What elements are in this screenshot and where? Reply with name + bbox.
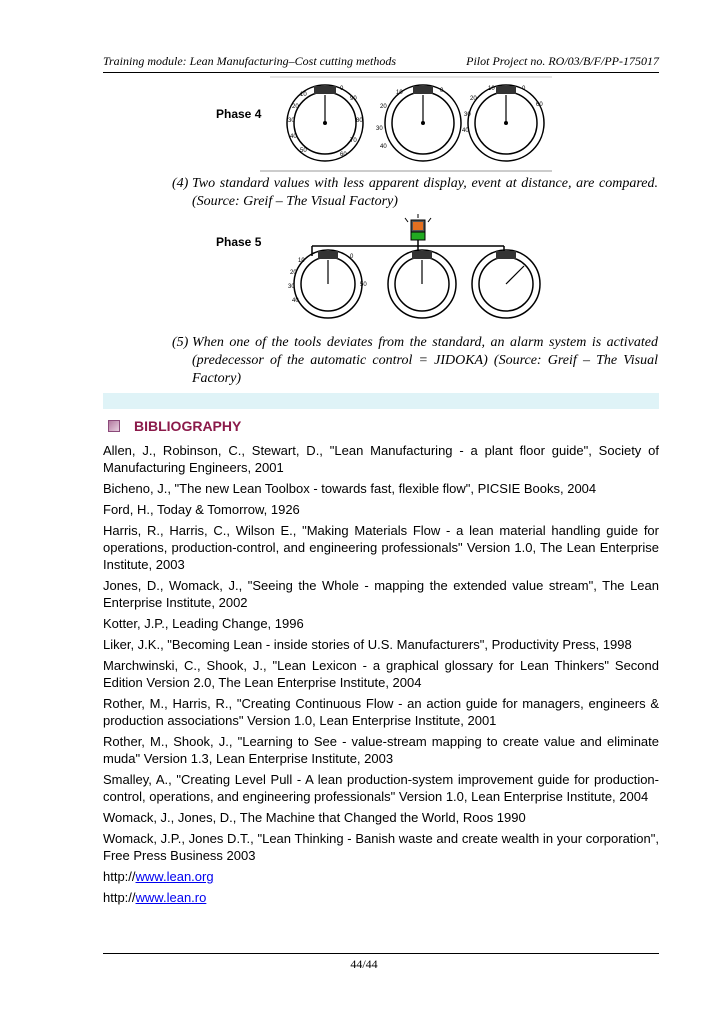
reference-item: Womack, J., Jones, D., The Machine that Changed the World, Roos 1990 xyxy=(103,810,526,825)
dial-number: 40 xyxy=(462,128,469,134)
bibliography-list xyxy=(103,442,659,910)
dial-number: 30 xyxy=(464,112,471,118)
dial-number: 60 xyxy=(340,152,347,158)
phase-5-dials xyxy=(200,214,550,322)
dial-number: 40 xyxy=(292,298,299,304)
reference-item: Kotter, J.P., Leading Change, 1996 xyxy=(103,616,304,631)
dial-number: 70 xyxy=(350,138,357,144)
phase-5-label: Phase 5 xyxy=(216,235,262,249)
reference-item: Womack, J.P., Jones D.T., "Lean Thinking - Banish waste and create wealth in your corporation", Free Press Business 2003 xyxy=(103,831,659,863)
dial-number: 40 xyxy=(380,144,387,150)
link-lean-ro[interactable]: www.lean.ro xyxy=(135,890,207,905)
bullet-square-icon xyxy=(108,420,120,432)
reference-item: Ford, H., Today & Tomorrow, 1926 xyxy=(103,502,300,517)
phase-4-dials xyxy=(200,76,552,172)
dial-number: 0 xyxy=(440,88,444,94)
alarm-light-icon xyxy=(405,214,431,240)
dial-number: 0 xyxy=(340,86,344,92)
reference-item: Rother, M., Harris, R., "Creating Continuous Flow - an action guide for managers, engineers & production associations" Version 1.0, Lean Enterprise Institute, 2001 xyxy=(103,696,659,728)
reference-item: Liker, J.K., "Becoming Lean - inside stories of U.S. Manufacturers", Productivity Press, 1998 xyxy=(103,637,632,652)
dial-number: 20 xyxy=(380,104,387,110)
reference-item: Allen, J., Robinson, C., Stewart, D., "Lean Manufacturing - a plant floor guide", Society of Manufacturing Engineers, 2001 xyxy=(103,443,659,475)
gauge-icon xyxy=(388,250,456,318)
page-number: 44/44 xyxy=(350,957,378,971)
dial-number: 10 xyxy=(396,90,403,96)
reference-item: Bicheno, J., "The new Lean Toolbox - towards fast, flexible flow", PICSIE Books, 2004 xyxy=(103,481,597,496)
reference-item: Marchwinski, C., Shook, J., "Lean Lexicon - a graphical glossary for Lean Thinkers" Second Edition Version 2.0, The Lean Enterprise Institute, 2004 xyxy=(103,658,659,690)
dial-number: 30 xyxy=(288,118,295,124)
reference-item: Harris, R., Harris, C., Wilson E., "Making Materials Flow - a lean material handling guide for operations, production-control, and engineering professionals" Version 1.0, The Lean Enterprise Institute, 2003 xyxy=(103,523,659,572)
bibliography-heading xyxy=(108,417,241,435)
figure-phase-4 xyxy=(200,76,552,172)
figure-phase-5 xyxy=(200,214,550,322)
link-prefix: http:// xyxy=(103,869,136,884)
dial-number: 0 xyxy=(350,254,354,260)
gauge-icon xyxy=(472,250,540,318)
caption-text: When one of the tools deviates from the standard, an alarm system is activated (predecessor of the automatic control = JIDOKA) (Source: Greif – The Visual Factory) xyxy=(192,335,658,386)
reference-link-item xyxy=(103,868,659,885)
dial-number: 50 xyxy=(300,148,307,154)
caption-number: (4) xyxy=(172,176,189,191)
gauge-icon xyxy=(385,85,461,161)
dial-number: 30 xyxy=(376,126,383,132)
header-project-number: Pilot Project no. RO/03/B/F/PP-175017 xyxy=(466,54,659,68)
dial-number: 10 xyxy=(300,92,307,98)
dial-number: 30 xyxy=(288,284,295,290)
dial-number: 10 xyxy=(298,258,305,264)
footer-divider xyxy=(103,953,659,954)
page-header xyxy=(103,54,659,73)
dial-number: 50 xyxy=(360,282,367,288)
link-lean-org[interactable]: www.lean.org xyxy=(135,869,214,884)
phase-4-label: Phase 4 xyxy=(216,107,262,121)
caption-phase-5 xyxy=(174,334,658,388)
dial-number: 20 xyxy=(290,270,297,276)
dial-number: 90 xyxy=(350,96,357,102)
dial-number: 20 xyxy=(470,96,477,102)
dial-number: 0 xyxy=(522,86,526,92)
dial-number: 40 xyxy=(290,134,297,140)
bibliography-title: BIBLIOGRAPHY xyxy=(134,418,242,434)
dial-number: 20 xyxy=(292,104,299,110)
dial-number: 10 xyxy=(488,86,495,92)
caption-text: Two standard values with less apparent display, event at distance, are compared. (Source: Greif – The Visual Factory) xyxy=(192,176,658,209)
link-prefix: http:// xyxy=(103,890,136,905)
dial-number: 80 xyxy=(356,118,363,124)
dial-number: 60 xyxy=(536,102,543,108)
reference-item: Rother, M., Shook, J., "Learning to See - value-stream mapping to create value and eliminate muda" Version 1.3, Lean Enterprise Institute, 2003 xyxy=(103,734,659,766)
caption-number: (5) xyxy=(172,335,189,350)
header-module-title: Training module: Lean Manufacturing–Cost cutting methods xyxy=(103,54,396,68)
reference-link-item xyxy=(103,889,659,906)
reference-item: Smalley, A., "Creating Level Pull - A lean production-system improvement guide for production-control, operations, and engineering professionals" Version 1.0, Lean Enterprise Institute, 2004 xyxy=(103,772,659,804)
section-divider-bar xyxy=(103,393,659,409)
gauge-icon xyxy=(468,85,544,161)
caption-phase-4 xyxy=(174,175,658,211)
reference-item: Jones, D., Womack, J., "Seeing the Whole - mapping the extended value stream", The Lean Enterprise Institute, 2002 xyxy=(103,578,659,610)
